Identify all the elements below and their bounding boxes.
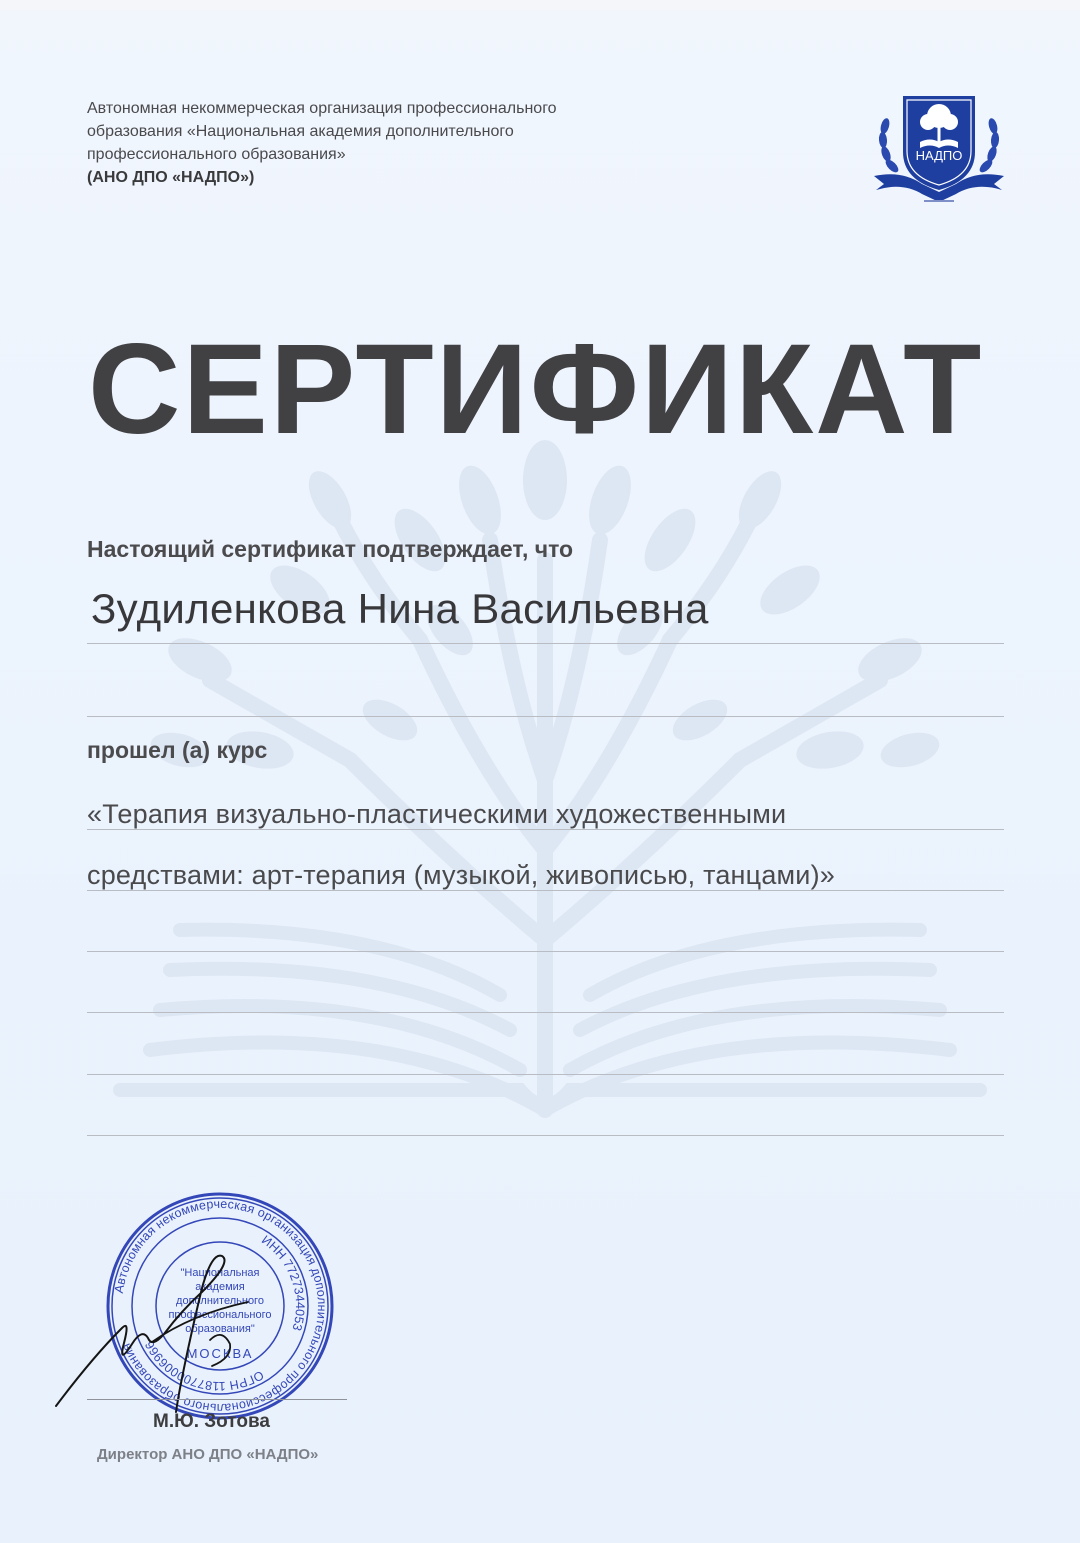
stamp-center-line-4: профессионального <box>168 1309 272 1321</box>
blank-line <box>87 951 1004 952</box>
signature-line <box>87 1399 347 1400</box>
stamp-city: МОСКВА <box>186 1346 254 1361</box>
organization-line-1: Автономная некоммерческая организация профессионального <box>87 100 557 117</box>
course-underline-2 <box>87 890 1004 891</box>
signatory-position: Директор АНО ДПО «НАДПО» <box>97 1446 319 1463</box>
director-signature <box>52 1248 282 1418</box>
tree-book-watermark <box>90 420 1010 1140</box>
organization-name <box>87 97 687 189</box>
course-title-line-1: «Терапия визуально-пластическими художественными <box>87 799 787 829</box>
stamp-outer-text: Автономная некоммерческая организация дополнительного профессионального образования <box>111 1196 330 1416</box>
signatory-name: М.Ю. Зотова <box>153 1411 270 1432</box>
confirmation-text: Настоящий сертификат подтверждает, что <box>87 536 574 562</box>
blank-line <box>87 1012 1004 1013</box>
blank-line <box>87 716 1004 717</box>
top-strip <box>0 0 1080 10</box>
passed-course-text: прошел (а) курс <box>87 737 268 763</box>
stamp-center-line-3: дополнительного <box>176 1295 264 1307</box>
stamp-ogrn: ОГРН 1187700006966 <box>142 1338 267 1394</box>
name-underline <box>87 643 1004 644</box>
stamp-center-line-5: образования" <box>185 1323 255 1335</box>
stamp-center-line-1: "Национальная <box>180 1267 260 1279</box>
recipient-name: Зудиленкова Нина Васильевна <box>91 585 709 632</box>
certificate-title: СЕРТИФИКАТ <box>88 318 984 461</box>
logo-text: НАДПО <box>915 148 963 163</box>
organization-line-2: образования «Национальная академия дополнительного <box>87 123 514 140</box>
nadpo-logo <box>872 94 1006 210</box>
stamp-center-line-2: академия <box>195 1281 245 1293</box>
stamp-inn: ИНН 7727344053 <box>259 1232 308 1333</box>
course-underline-1 <box>87 829 1004 830</box>
course-title-line-2: средствами: арт-терапия (музыкой, живописью, танцами)» <box>87 860 835 890</box>
blank-line <box>87 1135 1004 1136</box>
blank-line <box>87 1074 1004 1075</box>
organization-line-3: профессионального образования» <box>87 146 346 163</box>
organization-abbreviation: (АНО ДПО «НАДПО») <box>87 169 255 186</box>
